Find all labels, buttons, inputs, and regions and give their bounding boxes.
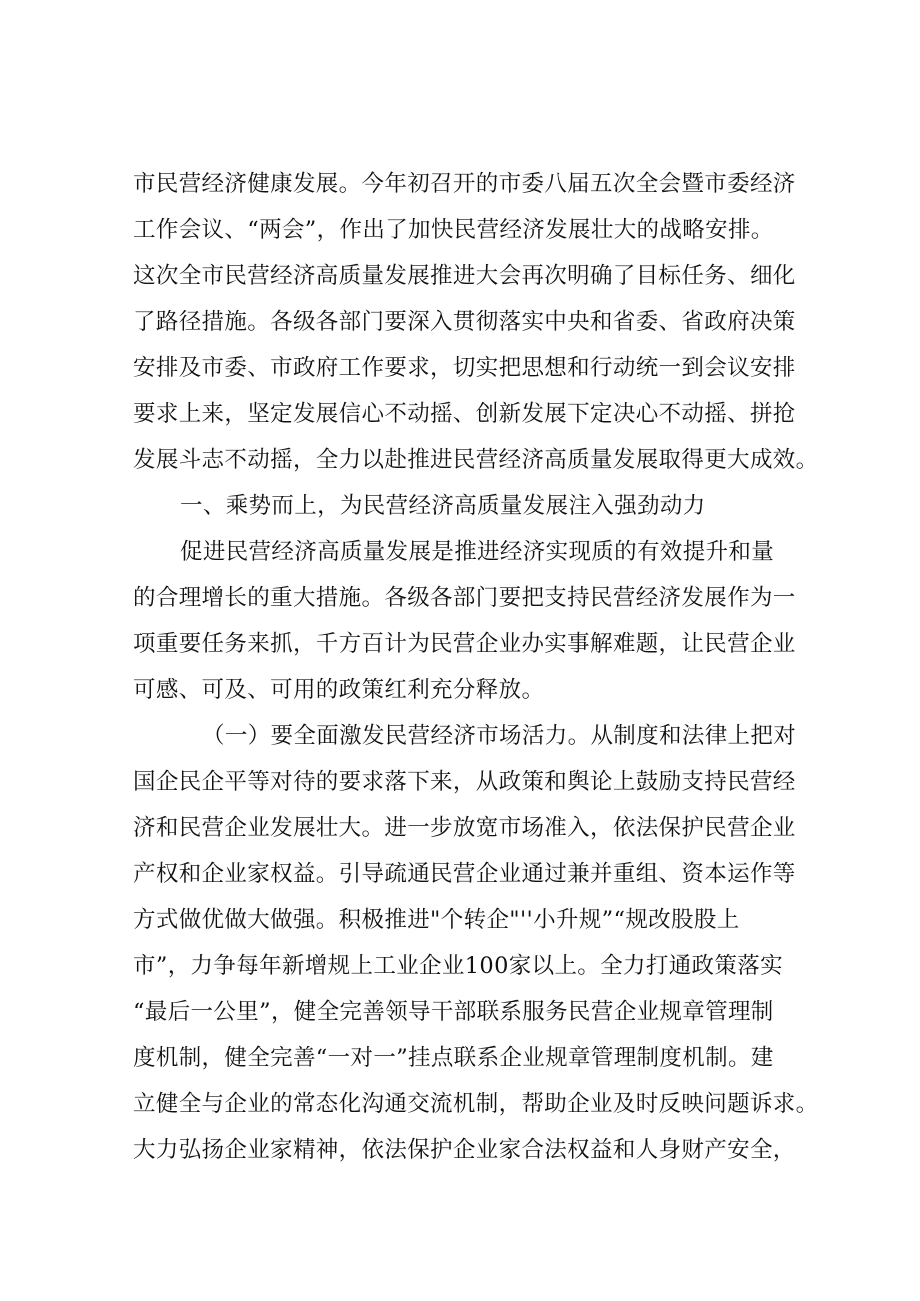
body-text-line: 市民营经济健康发展。今年初召开的市委八届五次全会暨市委经济	[133, 171, 796, 197]
body-text-line: 济和民营企业发展壮大。进一步放宽市场准入，依法保护民营企业	[133, 815, 796, 841]
body-text-line: 安排及市委、市政府工作要求，切实把思想和行动统一到会议安排	[133, 355, 796, 381]
body-text-line: 国企民企平等对待的要求落下来，从政策和舆论上鼓励支持民营经	[133, 769, 796, 795]
body-text-line: 要求上来，坚定发展信心不动摇、创新发展下定决心不动摇、拼抢	[133, 401, 796, 427]
body-text-line: 工作会议、“两会”，作出了加快民营经济发展壮大的战略安排。	[133, 217, 774, 243]
body-text-line: 促进民营经济高质量发展是推进经济实现质的有效提升和量	[180, 539, 775, 565]
body-text-line: “最后一公里”，健全完善领导干部联系服务民营企业规章管理制	[133, 999, 774, 1025]
body-text-line: 的合理增长的重大措施。各级各部门要把支持民营经济发展作为一	[133, 585, 796, 611]
body-text-line: 市”，力争每年新增规上工业企业100家以上。全力打通政策落实	[133, 953, 783, 979]
body-text-line: 项重要任务来抓，千方百计为民营企业办实事解难题，让民营企业	[133, 631, 796, 657]
subsection-heading: （一）要全面激发民营经济市场活力。从制度和法律上把对	[202, 723, 797, 749]
section-heading: 一、乘势而上，为民营经济高质量发展注入强劲动力	[180, 493, 706, 519]
body-text-line: 可感、可及、可用的政策红利充分释放。	[133, 677, 545, 703]
body-text-line: 大力弘扬企业家精神，依法保护企业家合法权益和人身财产安全，	[133, 1137, 796, 1163]
body-text-line: 产权和企业家权益。引导疏通民营企业通过兼并重组、资本运作等	[133, 861, 796, 887]
body-text-line: 发展斗志不动摇，全力以赴推进民营经济高质量发展取得更大成效。	[133, 447, 819, 473]
body-text-line: 方式做优做大做强。积极推进"个转企"''小升规”“规改股股上	[133, 907, 740, 933]
body-text-line: 度机制，健全完善“一对一”挂点联系企业规章管理制度机制。建	[133, 1045, 774, 1071]
body-text-line: 立健全与企业的常态化沟通交流机制，帮助企业及时反映问题诉求。	[133, 1091, 819, 1117]
body-text-line: 这次全市民营经济高质量发展推进大会再次明确了目标任务、细化	[133, 263, 796, 289]
body-text-line: 了路径措施。各级各部门要深入贯彻落实中央和省委、省政府决策	[133, 309, 796, 335]
